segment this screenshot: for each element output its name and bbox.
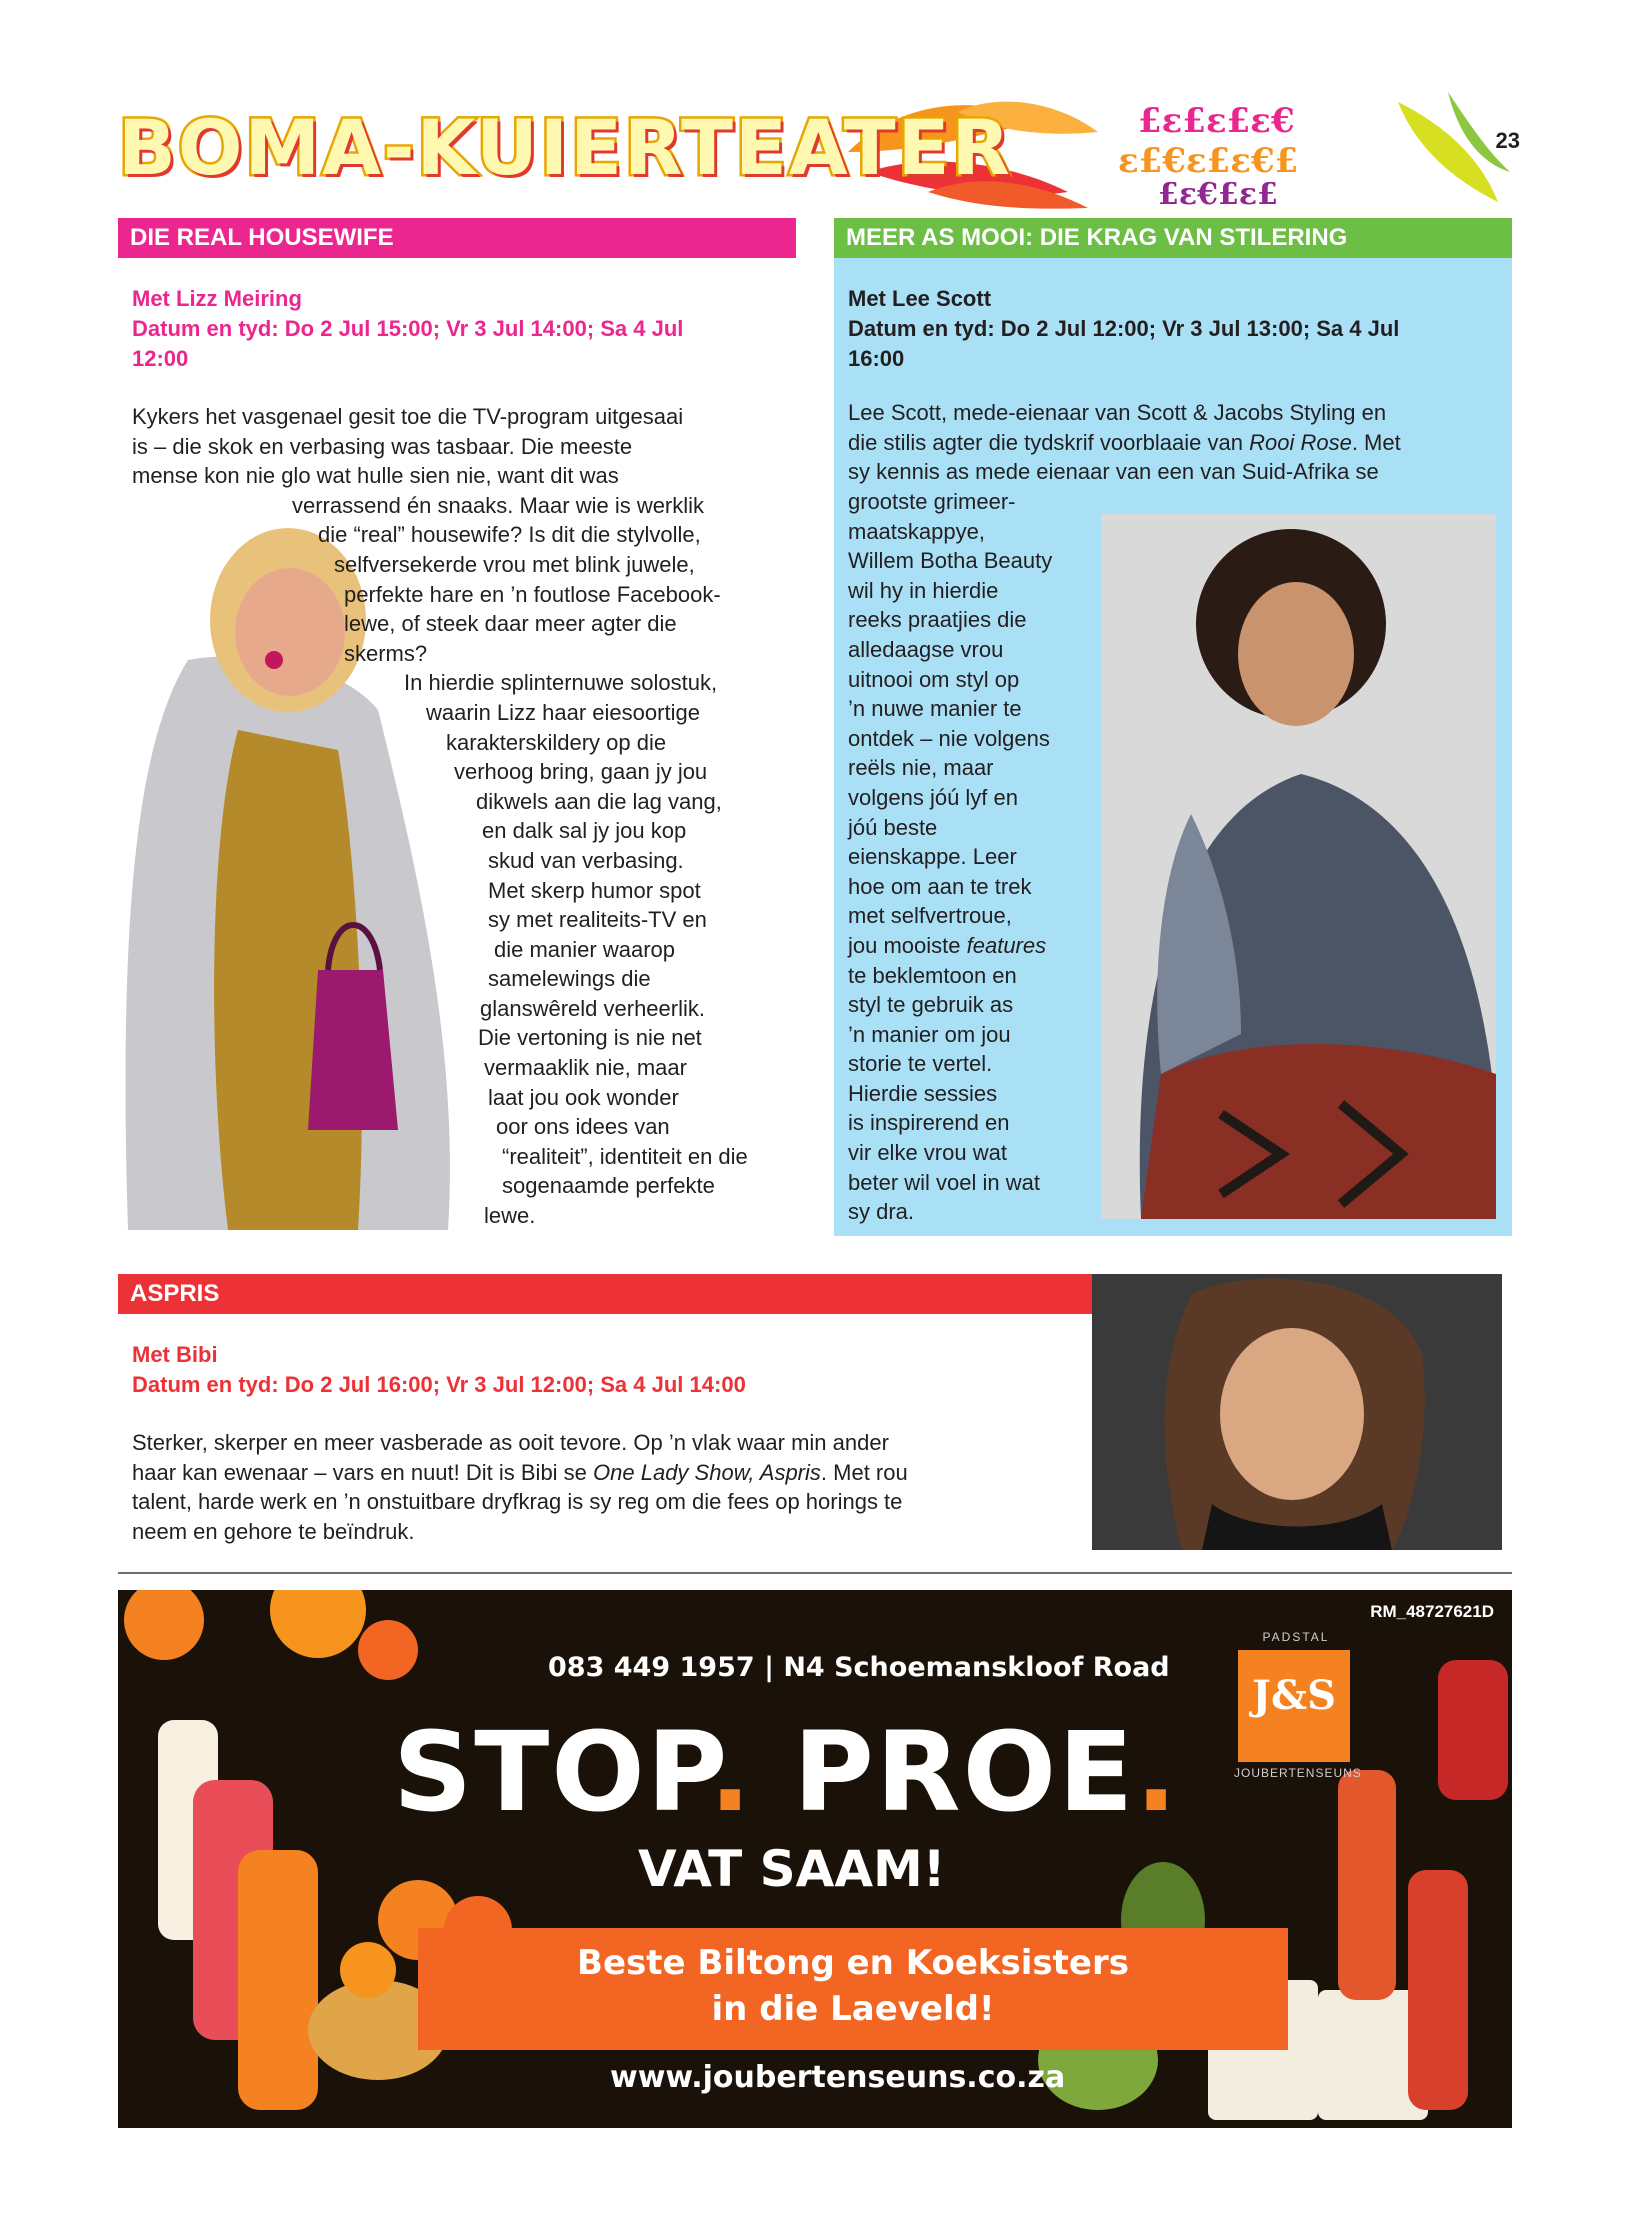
body-line: neem en gehore te beïndruk. — [132, 1518, 415, 1544]
body-line: samelewings die — [488, 966, 651, 992]
body-line: is – die skok en verbasing was tasbaar. Die meeste — [132, 433, 633, 459]
body-line: In hierdie splinternuwe solostuk, — [404, 670, 718, 696]
body-line: lewe. — [484, 1203, 536, 1229]
ad-reference-number: RM_48727621D — [1370, 1602, 1494, 1621]
right-article-narrow-column — [848, 487, 1098, 1227]
body-line: beter wil voel in wat — [848, 1169, 1040, 1195]
section-bar-die-real-housewife: DIE REAL HOUSEWIFE — [118, 218, 796, 258]
ad-logo-caption-bottom: JOUBERTENSEUNS — [1234, 1766, 1362, 1780]
body-line: jou mooiste features — [848, 932, 1047, 958]
body-line: laat jou ook wonder — [488, 1084, 679, 1110]
right-datum-line-2: 16:00 — [848, 346, 905, 371]
body-line: reeks praatjies die — [848, 607, 1027, 633]
svg-text:£ε£ε£ε€: £ε£ε£ε€ — [1138, 101, 1295, 141]
body-line: wil hy in hierdie — [848, 577, 999, 603]
advertisement-banner — [118, 1590, 1512, 2128]
ad-dot: . — [1135, 1708, 1180, 1836]
svg-text:£ε€£ε£: £ε€£ε£ — [1158, 177, 1278, 210]
body-line: waarin Lizz haar eiesoortige — [426, 699, 700, 725]
ad-headline — [393, 1702, 1179, 1842]
body-line: mense kon nie glo wat hulle sien nie, want dit was — [132, 463, 619, 489]
body-line: “realiteit”, identiteit en die — [502, 1143, 748, 1169]
ad-website: www.joubertenseuns.co.za — [610, 2060, 1066, 2095]
body-line: en dalk sal jy jou kop — [482, 818, 687, 844]
show-title: One Lady Show, Aspris — [593, 1459, 821, 1485]
ad-contact-line: 083 449 1957 | N4 Schoemanskloof Road — [548, 1652, 1170, 1683]
aspris-performer: Met Bibi — [132, 1342, 218, 1367]
body-line: jóú beste — [848, 814, 938, 840]
ad-word-proe: PROE — [793, 1708, 1136, 1836]
body-line: skud van verbasing. — [488, 847, 684, 873]
right-datum-line-1: Datum en tyd: Do 2 Jul 12:00; Vr 3 Jul 13:00; Sa 4 Jul — [848, 316, 1400, 341]
bibi-photo — [1092, 1274, 1502, 1550]
body-line: glanswêreld verheerlik. — [480, 995, 705, 1021]
body-line: reëls nie, maar — [848, 755, 994, 781]
body-line: vermaaklik nie, maar — [484, 1055, 687, 1081]
body-line: lewe, of steek daar meer agter die — [344, 611, 677, 637]
body-line: Die vertoning is nie net — [478, 1025, 702, 1051]
right-article-intro — [848, 398, 1508, 487]
body-line: Lee Scott, mede-eienaar van Scott & Jacobs Styling en — [848, 400, 1387, 425]
body-line: hoe om aan te trek — [848, 873, 1032, 899]
left-datum-line-1: Datum en tyd: Do 2 Jul 15:00; Vr 3 Jul 14:00; Sa 4 Jul — [132, 316, 684, 341]
features-word: features — [966, 932, 1047, 958]
body-line: karakterskildery op die — [446, 729, 667, 755]
aspris-body — [132, 1428, 1082, 1546]
body-line: ’n manier om jou — [848, 1021, 1011, 1047]
body-line: Kykers het vasgenael gesit toe die TV-program uitgesaai — [132, 404, 684, 429]
body-line: verhoog bring, gaan jy jou — [454, 759, 708, 785]
aspris-datum: Datum en tyd: Do 2 Jul 16:00; Vr 3 Jul 12:00; Sa 4 Jul 14:00 — [132, 1372, 746, 1397]
ad-dot: . — [709, 1708, 753, 1836]
js-logo-text: J&S — [1252, 1672, 1336, 1719]
body-line: te beklemtoon en — [848, 962, 1017, 988]
body-line: vir elke vrou wat — [848, 1140, 1007, 1166]
body-line: ’n nuwe manier te — [848, 696, 1022, 722]
body-line: grootste grimeer- — [848, 489, 1016, 514]
section-bar-meer-as-mooi: MEER AS MOOI: DIE KRAG VAN STILERING — [834, 218, 1512, 258]
body-line: Met skerp humor spot — [488, 877, 701, 903]
left-article-body — [132, 402, 792, 1231]
body-line: selfversekerde vrou met blink juwele, — [334, 551, 695, 577]
body-line: uitnooi om styl op — [848, 666, 1020, 692]
body-line: met selfvertroue, — [848, 903, 1012, 929]
body-line: sogenaamde perfekte — [502, 1173, 715, 1199]
right-performer: Met Lee Scott — [848, 286, 992, 311]
ad-band-line: in die Laeveld! — [711, 1989, 995, 2029]
body-line: storie te vertel. — [848, 1051, 993, 1077]
ad-logo-caption-top: PADSTAL — [1262, 1630, 1330, 1644]
body-line: dikwels aan die lag vang, — [476, 788, 722, 814]
svg-text:ε£€ε£ε€£: ε£€ε£ε€£ — [1118, 141, 1299, 181]
ad-word-stop: STOP — [393, 1708, 710, 1836]
body-line: oor ons idees van — [496, 1114, 670, 1140]
left-performer: Met Lizz Meiring — [132, 286, 302, 311]
left-datum-line-2: 12:00 — [132, 346, 189, 371]
masthead-title: BOMA-KUIERTEATER — [118, 103, 1013, 192]
body-line: alledaagse vrou — [848, 636, 1004, 662]
body-line: sy dra. — [848, 1199, 915, 1225]
body-line: volgens jóú lyf en — [848, 784, 1018, 810]
lee-scott-photo — [1101, 514, 1496, 1219]
body-line: die stilis agter die tydskrif voorblaaie van Rooi Rose. Met — [848, 429, 1401, 455]
body-line: ontdek – nie volgens — [848, 725, 1050, 751]
body-line: skerms? — [344, 640, 428, 666]
masthead — [118, 92, 1518, 210]
body-line: is inspirerend en — [848, 1110, 1010, 1136]
page-number: 23 — [1495, 128, 1520, 153]
section-bar-aspris: ASPRIS — [118, 1274, 1092, 1314]
body-line: Sterker, skerper en meer vasberade as ooit tevore. Op ’n vlak waar min ander — [132, 1430, 889, 1455]
ad-band-text — [418, 1940, 1288, 2032]
body-line: talent, harde werk en ’n onstuitbare dryfkrag is sy reg om die fees op horings te — [132, 1489, 903, 1515]
body-line: die “real” housewife? Is dit die stylvolle, — [318, 522, 701, 548]
ad-band-line: Beste Biltong en Koeksisters — [577, 1943, 1129, 1983]
body-line: verrassend én snaaks. Maar wie is werklik — [292, 492, 705, 518]
body-line: haar kan ewenaar – vars en nuut! Dit is Bibi se One Lady Show, Aspris. Met rou — [132, 1459, 908, 1485]
body-line: maatskappye, — [848, 518, 985, 544]
ad-subheadline: VAT SAAM! — [638, 1840, 946, 1898]
body-line: die manier waarop — [494, 936, 675, 962]
magazine-name: Rooi Rose — [1249, 429, 1352, 455]
body-line: sy met realiteits-TV en — [488, 907, 707, 933]
body-line: eienskappe. Leer — [848, 844, 1017, 870]
horizontal-rule — [118, 1572, 1512, 1574]
body-line: Hierdie sessies — [848, 1080, 998, 1106]
body-line: Willem Botha Beauty — [848, 548, 1053, 574]
body-line: perfekte hare en ’n foutlose Facebook- — [344, 581, 721, 607]
body-line: styl te gebruik as — [848, 992, 1014, 1018]
body-line: sy kennis as mede eienaar van een van Suid-Afrika se — [848, 459, 1379, 485]
